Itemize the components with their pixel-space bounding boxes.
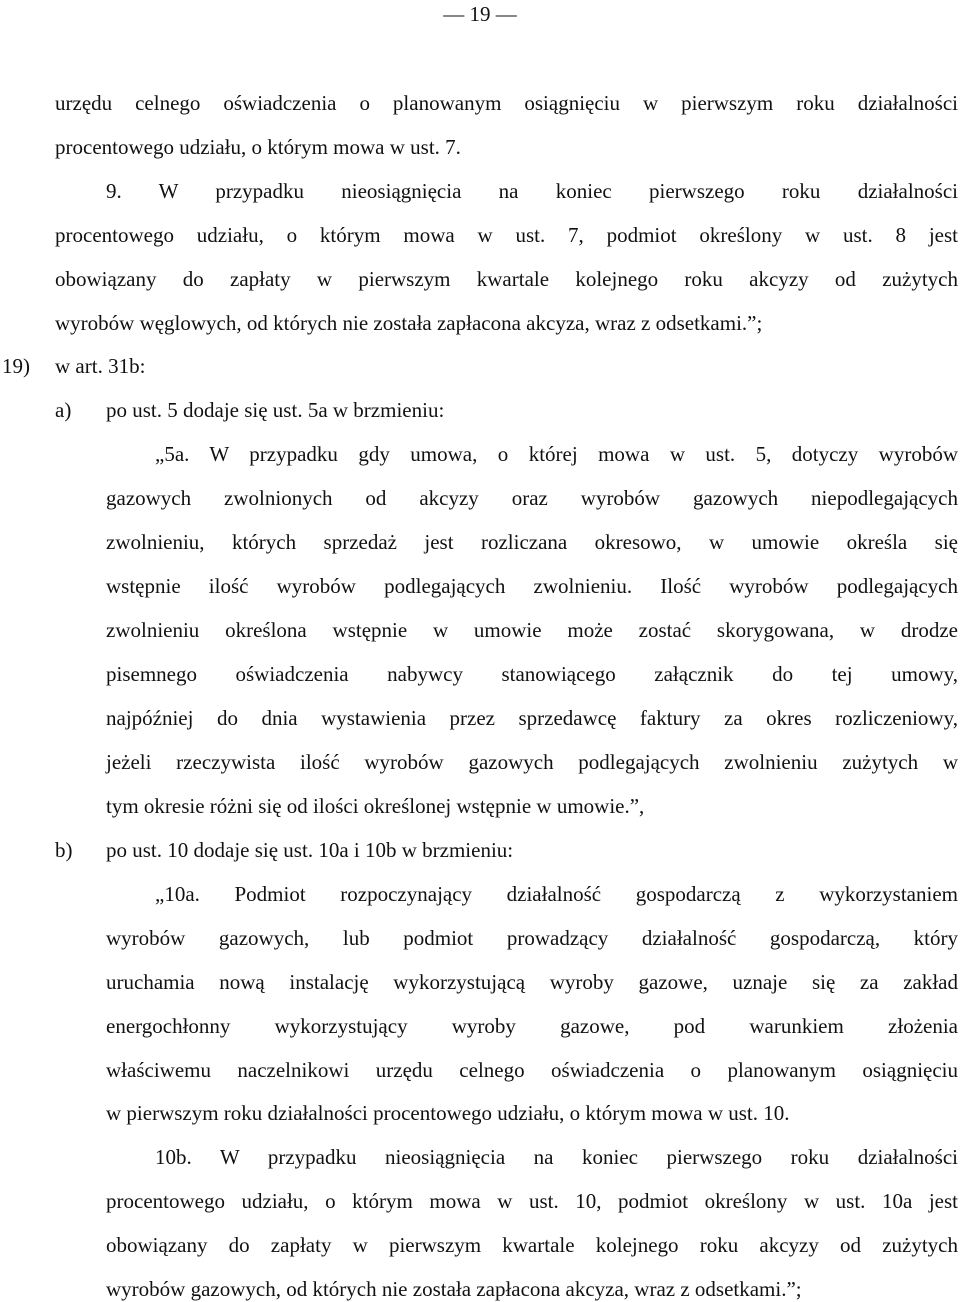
text-line: tym okresie różni się od ilości określonej wstępnie w umowie.”, (106, 794, 645, 818)
text-line: uruchamia nową instalację wykorzystującą wyroby gazowe, uznaje się za zakład (106, 970, 958, 994)
text-line: zwolnieniu określona wstępnie w umowie może zostać skorygowana, w drodze (106, 618, 958, 642)
text-line: 10b. W przypadku nieosiągnięcia na koniec pierwszego roku działalności (155, 1145, 958, 1169)
text-line: jeżeli rzeczywista ilość wyrobów gazowych podlegających zwolnieniu zużytych w (106, 750, 958, 774)
text-line: urzędu celnego oświadczenia o planowanym osiągnięciu w pierwszym roku działalności (55, 91, 958, 115)
text-line: wyrobów gazowych, lub podmiot prowadzący działalność gospodarczą, który (106, 926, 958, 950)
page-number: — 19 — (443, 2, 517, 26)
text-line: „10a. Podmiot rozpoczynający działalność gospodarczą z wykorzystaniem (155, 882, 958, 906)
text-line: wyrobów węglowych, od których nie została zapłacona akcyza, wraz z odsetkami.”; (55, 311, 763, 335)
text-line: gazowych zwolnionych od akcyzy oraz wyrobów gazowych niepodlegających (106, 486, 958, 510)
text-line: procentowego udziału, o którym mowa w ust. 10, podmiot określony w ust. 10a jest (106, 1189, 958, 1213)
text-line: energochłonny wykorzystujący wyroby gazowe, pod warunkiem złożenia (106, 1014, 958, 1038)
item-letter: a) (55, 398, 72, 422)
item-letter: b) (55, 838, 73, 862)
text-line: właściwemu naczelnikowi urzędu celnego oświadczenia o planowanym osiągnięciu (106, 1058, 958, 1082)
text-line: po ust. 10 dodaje się ust. 10a i 10b w brzmieniu: (106, 838, 514, 862)
text-line: procentowego udziału, o którym mowa w ust. 7. (55, 135, 461, 159)
text-line: 9. W przypadku nieosiągnięcia na koniec pierwszego roku działalności (106, 179, 958, 203)
text-line: wstępnie ilość wyrobów podlegających zwolnieniu. Ilość wyrobów podlegających (106, 574, 958, 598)
text-line: wyrobów gazowych, od których nie została zapłacona akcyza, wraz z odsetkami.”; (106, 1277, 802, 1301)
text-line: po ust. 5 dodaje się ust. 5a w brzmieniu: (106, 398, 445, 422)
text-line: zwolnieniu, których sprzedaż jest rozliczana okresowo, w umowie określa się (106, 530, 958, 554)
text-line: „5a. W przypadku gdy umowa, o której mowa w ust. 5, dotyczy wyrobów (155, 442, 958, 466)
text-line: w art. 31b: (55, 354, 146, 378)
text-line: pisemnego oświadczenia nabywcy stanowiącego załącznik do tej umowy, (106, 662, 958, 686)
text-line: w pierwszym roku działalności procentowego udziału, o którym mowa w ust. 10. (106, 1101, 790, 1125)
text-line: najpóźniej do dnia wystawienia przez sprzedawcę faktury za okres rozliczeniowy, (106, 706, 958, 730)
text-line: obowiązany do zapłaty w pierwszym kwartale kolejnego roku akcyzy od zużytych (106, 1233, 958, 1257)
text-line: procentowego udziału, o którym mowa w ust. 7, podmiot określony w ust. 8 jest (55, 223, 958, 247)
item-number: 19) (2, 354, 30, 378)
text-line: obowiązany do zapłaty w pierwszym kwartale kolejnego roku akcyzy od zużytych (55, 267, 958, 291)
